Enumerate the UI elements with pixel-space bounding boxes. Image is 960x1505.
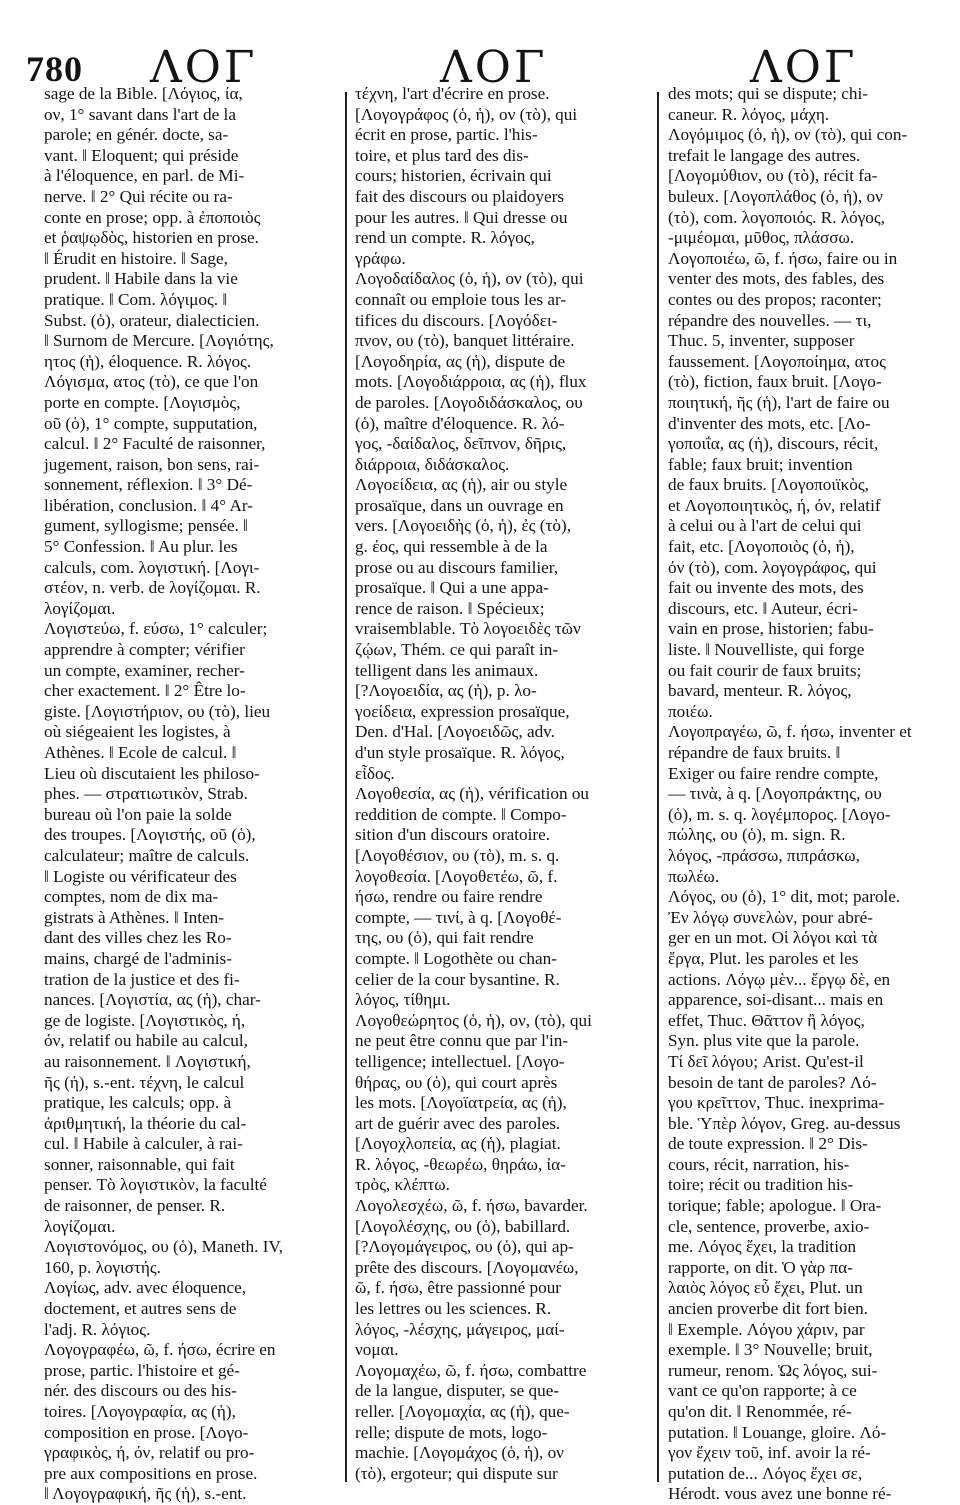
entry-line: tration de la justice et des fi- — [44, 969, 240, 989]
entry-line: cours, récit, narration, his- — [668, 1154, 850, 1174]
entry-line: 160, p. λογιστής. — [44, 1257, 161, 1277]
entry-line: dant des villes chez les Ro- — [44, 928, 232, 948]
entry-line: Exiger ou faire rendre compte, — [668, 763, 879, 783]
entry-line: reller. [Λογομαχία, ας (ἡ), que- — [355, 1402, 570, 1421]
entry-line: Τί δεῖ λόγου; Arist. Qu'est-il — [668, 1051, 864, 1071]
entry-line: d'un style prosaïque. R. λόγος, — [355, 743, 565, 762]
entry-line: Λογογραφέω, ῶ, f. ήσω, écrire en — [44, 1340, 276, 1360]
entry-line: nerve. ‖ 2° Qui récite ou ra- — [44, 186, 233, 206]
entry-line: λογοθεσία. [Λογοθετέω, ῶ, f. — [355, 866, 558, 886]
entry-line: des mots; qui se dispute; chi- — [668, 84, 869, 103]
entry-line: venter des mots, des fables, des — [668, 269, 885, 289]
entry-line: nér. des discours ou des his- — [44, 1381, 237, 1401]
entry-line: machie. [Λογομάχος (ὁ, ἡ), ον — [355, 1443, 564, 1463]
entry-line: un compte, examiner, recher- — [44, 660, 245, 680]
entry-line: λόγος, τίθημι. — [355, 990, 451, 1010]
entry-line: Subst. (ὁ), orateur, dialecticien. — [44, 310, 260, 330]
entry-line: rumeur, renom. Ὡς λόγος, sui- — [668, 1360, 878, 1380]
entry-line: faussement. [Λογοποίημα, ατος — [668, 351, 886, 371]
entry-line: tifices du discours. [Λογόδει- — [355, 310, 558, 330]
entry-line: putation. ‖ Louange, gloire. Λό- — [668, 1422, 887, 1442]
column-middle — [355, 84, 645, 1482]
entry-line: toire; récit ou tradition his- — [668, 1175, 854, 1195]
entry-line: ζῴων, Thém. ce qui paraît in- — [355, 640, 559, 660]
entry-line: compte, — τινί, à q. [Λογοθέ- — [355, 907, 562, 927]
entry-line: me. Λόγος ἔχει, la tradition — [668, 1237, 857, 1257]
entry-line: λογίζομαι. — [44, 598, 116, 618]
entry-line: prosaïque. ‖ Qui a une appa- — [355, 578, 549, 598]
entry-line: [?Λογοειδία, ας (ἡ), p. λο- — [355, 681, 537, 701]
entry-line: conte en prose; opp. à ἐποποιὸς — [44, 207, 261, 227]
entry-line: rapporte, on dit. Ὁ γὰρ πα- — [668, 1257, 853, 1277]
entry-line: Thuc. 5, inventer, supposer — [668, 331, 855, 351]
entry-line: (ὁ), m. s. q. λογέμπορος. [Λογο- — [668, 804, 891, 824]
entry-line: ἔργα, Plut. les paroles et les — [668, 948, 859, 968]
entry-line: cul. ‖ Habile à calculer, à rai- — [44, 1134, 243, 1154]
entry-line: pour les autres. ‖ Qui dresse ou — [355, 207, 568, 227]
entry-line: actions. Λόγῳ μὲν... ἔργῳ δὲ, en — [668, 969, 891, 989]
entry-line: composition en prose. [Λογο- — [44, 1422, 249, 1442]
entry-line: pre aux compositions en prose. — [44, 1463, 258, 1483]
entry-line: — τινὰ, à q. [Λογοπράκτης, ου — [668, 784, 882, 804]
entry-line: [Λογολέσχης, ου (ὁ), babillard. — [355, 1216, 571, 1236]
page-number: 780 — [26, 49, 83, 89]
entry-line: mots. [Λογοδιάρροια, ας (ἡ), flux — [355, 372, 587, 392]
entry-line: Λογιστεύω, f. εύσω, 1° calculer; — [44, 619, 268, 639]
entry-line: Λογοείδεια, ας (ἡ), air ou style — [355, 475, 568, 495]
entry-line: ἀριθμητική, la théorie du cal- — [44, 1113, 247, 1133]
entry-line: τρὸς, κλέπτω. — [355, 1175, 450, 1195]
entry-line: ῆς (ἡ), s.-ent. τέχνη, le calcul — [44, 1072, 245, 1092]
entry-line: (τὸ), ergoteur; qui dispute sur — [355, 1463, 558, 1483]
entry-line: compte. ‖ Logothète ou chan- — [355, 948, 557, 968]
entry-line: vant ce qu'on rapporte; à ce — [668, 1381, 857, 1401]
entry-line: rend un compte. R. λόγος, — [355, 228, 535, 248]
entry-line: όν, relatif ou habile au calcul, — [44, 1031, 248, 1051]
entry-line: cle, sentence, proverbe, axio- — [668, 1216, 870, 1236]
entry-line: discours, etc. ‖ Auteur, écri- — [668, 598, 858, 618]
entry-line: Λογίως, adv. avec éloquence, — [44, 1278, 247, 1298]
entry-line: ποιέω. — [668, 701, 713, 721]
entry-line: γος, -δαίδαλος, δεῖπνον, δῆρις, — [355, 434, 567, 454]
entry-line: ‖ Exemple. Λόγου χάριν, par — [668, 1319, 865, 1339]
entry-line: fait des discours ou plaidoyers — [355, 186, 565, 206]
entry-line: Λογολεσχέω, ῶ, f. ήσω, bavarder. — [355, 1196, 588, 1216]
entry-line: ger en un mot. Οἱ λόγοι καὶ τὰ — [668, 928, 878, 948]
entry-line: comptes, nom de dix ma- — [44, 887, 219, 907]
entry-line: ou fait courir de faux bruits; — [668, 660, 862, 680]
entry-line: γοείδεια, expression prosaïque, — [355, 701, 570, 721]
entry-line: Syn. plus vite que la parole. — [668, 1031, 860, 1051]
entry-line: Λογοθεώρητος (ὁ, ἡ), ον, (τὸ), qui — [355, 1010, 592, 1030]
entry-line: [Λογοθέσιον, ου (τὸ), m. s. q. — [355, 845, 560, 865]
entry-line: répandre de faux bruits. ‖ — [668, 743, 841, 762]
entry-line: putation de... Λόγος ἔχει σε, — [668, 1463, 863, 1483]
entry-line: calculs, com. λογιστική. [Λογι- — [44, 557, 260, 577]
entry-line: exemple. ‖ 3° Nouvelle; bruit, — [668, 1340, 873, 1360]
entry-line: fable; faux bruit; invention — [668, 454, 853, 474]
entry-line: de faux bruits. [Λογοποιϊκὸς, — [668, 475, 869, 495]
entry-line: fait ou invente des mots, des — [668, 578, 864, 598]
entry-line: θήρας, ου (ὁ), qui court après — [355, 1072, 558, 1092]
entry-line: des troupes. [Λογιστής, οῦ (ὁ), — [44, 825, 256, 845]
entry-line: [Λογοχλοπεία, ας (ἡ), plagiat. — [355, 1134, 561, 1154]
entry-line: Lieu où discutaient les philoso- — [44, 763, 260, 783]
entry-line: effet, Thuc. Θᾶττον ἢ λόγος, — [668, 1010, 865, 1030]
entry-line: ητος (ἡ), éloquence. R. λόγος. — [44, 351, 252, 371]
entry-line: mains, chargé de l'adminis- — [44, 948, 232, 968]
entry-line: écrit en prose, partic. l'his- — [355, 125, 538, 145]
entry-line: telligence; intellectuel. [Λογο- — [355, 1051, 565, 1071]
entry-line: R. λόγος, -θεωρέω, θηράω, ἰα- — [355, 1154, 566, 1174]
entry-line: liste. ‖ Nouvelliste, qui forge — [668, 640, 865, 660]
entry-line: cher exactement. ‖ 2° Être lo- — [44, 681, 246, 701]
entry-line: ge de logiste. [Λογιστικὸς, ή, — [44, 1010, 246, 1030]
entry-line: γον ἔχειν τοῦ, inf. avoir la ré- — [668, 1443, 871, 1463]
entry-line: λογίζομαι. — [44, 1216, 116, 1236]
entry-line: de raisonner, de penser. R. — [44, 1196, 226, 1216]
entry-line: vers. [Λογοειδὴς (ὁ, ἡ), ἐς (τὸ), — [355, 516, 572, 536]
entry-line: de paroles. [Λογοδιδάσκαλος, ου — [355, 392, 583, 412]
entry-line: γραφικὸς, ή, όν, relatif ou pro- — [44, 1443, 255, 1463]
entry-line: ον, 1° savant dans l'art de la — [44, 104, 236, 124]
running-headword-center: ΛΟΓ — [440, 42, 548, 93]
entry-line: ‖ Λογογραφική, ῆς (ἡ), s.-ent. — [44, 1484, 247, 1504]
entry-line: Λογοθεσία, ας (ἡ), vérification ou — [355, 784, 590, 804]
entry-line: où siégeaient les logistes, à — [44, 722, 231, 742]
entry-line: [?Λογομάγειρος, ου (ὁ), qui ap- — [355, 1237, 574, 1257]
entry-line: celier de la cour bysantine. R. — [355, 969, 560, 989]
entry-line: au raisonnement. ‖ Λογιστική, — [44, 1051, 251, 1071]
entry-line: γου κρεῖττον, Thuc. inexprima- — [668, 1093, 885, 1113]
entry-line: de la langue, disputer, se que- — [355, 1381, 560, 1401]
entry-line: στέον, n. verb. de λογίζομαι. R. — [44, 578, 261, 598]
entry-line: (ὁ), maître d'éloquence. R. λό- — [355, 413, 565, 433]
entry-line: [Λογομύθιον, ου (τὸ), récit fa- — [668, 166, 878, 186]
entry-line: -μιμέομαι, μῦθος, πλάσσω. — [668, 228, 855, 248]
entry-line: giste. [Λογιστήριον, ου (τὸ), lieu — [44, 701, 271, 721]
entry-line: torique; fable; apologue. ‖ Ora- — [668, 1196, 882, 1216]
entry-line: et ῥαψῳδὸς, historien en prose. — [44, 228, 259, 248]
entry-line: apparence, soi-disant... mais en — [668, 990, 884, 1010]
entry-line: λόγος, -πράσσω, πιπράσκω, — [668, 845, 860, 865]
entry-line: doctement, et autres sens de — [44, 1299, 237, 1319]
entry-line: gument, syllogisme; pensée. ‖ — [44, 516, 248, 536]
entry-line: ancien proverbe dit fort bien. — [668, 1299, 868, 1319]
entry-line: prête des discours. [Λογομανέω, — [355, 1257, 579, 1277]
entry-line: reddition de compte. ‖ Compo- — [355, 804, 567, 824]
entry-line: et Λογοποιητικὸς, ή, όν, relatif — [668, 495, 881, 515]
entry-line: ne peut être connu que par l'in- — [355, 1031, 569, 1051]
entry-line: Λογόμιμος (ὁ, ἡ), ον (τὸ), qui con- — [668, 125, 908, 145]
entry-line: (τὸ), com. λογοποιός. R. λόγος, — [668, 207, 886, 227]
entry-line: à celui ou à l'art de celui qui — [668, 516, 862, 536]
entry-line: λόγος, -λέσχης, μάγειρος, μαί- — [355, 1319, 565, 1339]
entry-line: toire, et plus tard des dis- — [355, 145, 529, 165]
entry-line: calculateur; maître de calculs. — [44, 845, 250, 865]
entry-line: Λογοποιέω, ῶ, f. ήσω, faire ou in — [668, 248, 898, 268]
entry-line: Athènes. ‖ Ecole de calcul. ‖ — [44, 743, 237, 762]
entry-line: prudent. ‖ Habile dans la vie — [44, 269, 238, 289]
entry-line: διάρροια, διδάσκαλος. — [355, 454, 510, 474]
entry-line: vraisemblable. Τὸ λογοειδὲς τῶν — [355, 619, 581, 639]
entry-line: τέχνη, l'art d'écrire en prose. — [355, 84, 550, 103]
entry-line: l'adj. R. λόγιος. — [44, 1319, 151, 1339]
running-headword-left: ΛΟΓ — [150, 42, 258, 93]
entry-line: ποιητική, ῆς (ἡ), l'art de faire ou — [668, 392, 890, 412]
entry-line: penser. Τὸ λογιστικὸν, la faculté — [44, 1175, 267, 1195]
entry-line: ble. Ὑπὲρ λόγον, Greg. au-dessus — [668, 1113, 901, 1133]
column-right — [668, 84, 950, 1504]
entry-line: nances. [Λογιστία, ας (ἡ), char- — [44, 990, 261, 1010]
entry-line: [Λογοδηρία, ας (ἡ), dispute de — [355, 351, 566, 371]
entry-line: pratique, les calculs; opp. à — [44, 1093, 232, 1113]
entry-line: sage de la Bible. [Λόγιος, ία, — [44, 84, 243, 103]
entry-line: phes. — στρατιωτικὸν, Strab. — [44, 784, 248, 804]
entry-line: apprendre à compter; vérifier — [44, 640, 245, 660]
entry-line: Λόγισμα, ατος (τὸ), ce que l'on — [44, 372, 259, 392]
entry-line: εἶδος. — [355, 763, 395, 783]
entry-line: νομαι. — [355, 1340, 399, 1360]
entry-line: toires. [Λογογραφία, ας (ἡ), — [44, 1402, 236, 1421]
entry-line: les lettres ou les sciences. R. — [355, 1299, 552, 1319]
entry-line: art de guérir avec des paroles. — [355, 1113, 561, 1133]
entry-line: λαιὸς λόγος εὖ ἔχει, Plut. un — [668, 1278, 863, 1298]
entry-line: της, ου (ὁ), qui fait rendre — [355, 928, 534, 948]
entry-line: contes ou des propos; raconter; — [668, 289, 882, 309]
column-rule-left — [345, 92, 347, 1482]
entry-line: Λογομαχέω, ῶ, f. ήσω, combattre — [355, 1360, 587, 1380]
entry-line: ήσω, rendre ou faire rendre — [355, 887, 543, 907]
entry-line: (τὸ), fiction, faux bruit. [Λογο- — [668, 372, 882, 392]
entry-line: porte en compte. [Λογισμὸς, — [44, 392, 241, 412]
entry-line: relle; dispute de mots, logo- — [355, 1422, 548, 1442]
entry-line: à l'éloquence, en parl. de Mi- — [44, 166, 245, 186]
entry-line: Ἐν λόγῳ συνελὼν, pour abré- — [668, 907, 873, 927]
entry-line: πώλης, ου (ὁ), m. sign. R. — [668, 825, 846, 845]
entry-line: Den. d'Hal. [Λογοειδῶς, adv. — [355, 722, 555, 742]
entry-line: [Λογογράφος (ὁ, ἡ), ον (τὸ), qui — [355, 104, 578, 124]
entry-line: pratique. ‖ Com. λόγιμος. ‖ — [44, 289, 228, 309]
entry-line: besoin de tant de paroles? Λό- — [668, 1072, 877, 1092]
entry-line: bureau où l'on paie la solde — [44, 804, 232, 824]
entry-line: répandre des nouvelles. — τι, — [668, 310, 872, 330]
running-headword-right: ΛΟΓ — [750, 42, 858, 93]
entry-line: fait, etc. [Λογοποιὸς (ὁ, ἡ), — [668, 537, 855, 557]
entry-line: πνον, ου (τὸ), banquet littéraire. — [355, 331, 575, 351]
entry-line: bavard, menteur. R. λόγος, — [668, 681, 852, 701]
entry-line: qu'on dit. ‖ Renommée, ré- — [668, 1402, 852, 1421]
entry-line: buleux. [Λογοπλάθος (ὁ, ἡ), ον — [668, 186, 883, 206]
entry-line: sition d'un discours oratoire. — [355, 825, 550, 845]
entry-line: prosaïque, dans un ouvrage en — [355, 495, 564, 515]
column-rule-right — [657, 92, 659, 1482]
entry-line: jugement, raison, bon sens, rai- — [44, 454, 260, 474]
entry-line: ῶ, f. ήσω, être passionné pour — [355, 1278, 562, 1298]
entry-line: 5° Confession. ‖ Au plur. les — [44, 537, 238, 557]
entry-line: Λόγος, ου (ὁ), 1° dit, mot; parole. — [668, 887, 901, 907]
entry-line: trefait le langage des autres. — [668, 145, 861, 165]
entry-line: g. έος, qui ressemble à de la — [355, 537, 548, 557]
entry-line: ‖ Logiste ou vérificateur des — [44, 866, 237, 886]
entry-line: d'inventer des mots, etc. [Λο- — [668, 413, 871, 433]
entry-line: cours; historien, écrivain qui — [355, 166, 552, 186]
entry-line: calcul. ‖ 2° Faculté de raisonner, — [44, 434, 266, 454]
entry-line: prose ou au discours familier, — [355, 557, 559, 577]
entry-line: Λογοπραγέω, ῶ, f. ήσω, inventer et — [668, 722, 912, 742]
entry-line: de toute expression. ‖ 2° Dis- — [668, 1134, 868, 1154]
entry-line: caneur. R. λόγος, μάχη. — [668, 104, 830, 124]
entry-line: parole; en génér. docte, sa- — [44, 125, 229, 145]
entry-line: libération, conclusion. ‖ 4° Ar- — [44, 495, 253, 515]
entry-line: sonnement, réflexion. ‖ 3° Dé- — [44, 475, 253, 495]
entry-line: γράφω. — [355, 248, 406, 268]
entry-line: gistrats à Athènes. ‖ Inten- — [44, 907, 224, 927]
column-left — [44, 84, 334, 1504]
entry-line: γοποιΐα, ας (ἡ), discours, récit, — [668, 434, 879, 454]
entry-line: sonner, raisonnable, qui fait — [44, 1154, 235, 1174]
entry-line: ‖ Érudit en histoire. ‖ Sage, — [44, 248, 228, 268]
entry-line: Λογιστονόμος, ου (ὁ), Maneth. IV, — [44, 1237, 283, 1257]
entry-line: Λογοδαίδαλος (ὁ, ἡ), ον (τὸ), qui — [355, 269, 584, 289]
entry-line: rence de raison. ‖ Spécieux; — [355, 598, 545, 618]
entry-line: vain en prose, historien; fabu- — [668, 619, 874, 639]
entry-line: connaît ou emploie tous les ar- — [355, 289, 567, 309]
entry-line: vant. ‖ Eloquent; qui préside — [44, 145, 239, 165]
entry-line: οῦ (ὁ), 1° compte, supputation, — [44, 413, 258, 433]
entry-line: telligent dans les animaux. — [355, 660, 539, 680]
entry-line: Hérodt. vous avez une bonne ré- — [668, 1484, 892, 1504]
entry-line: ‖ Surnom de Mercure. [Λογιότης, — [44, 331, 274, 351]
entry-line: πωλέω. — [668, 866, 720, 886]
entry-line: les mots. [Λογοϊατρεία, ας (ἡ), — [355, 1093, 567, 1113]
entry-line: όν (τὸ), com. λογογράφος, qui — [668, 557, 877, 577]
entry-line: prose, partic. l'histoire et gé- — [44, 1360, 240, 1380]
